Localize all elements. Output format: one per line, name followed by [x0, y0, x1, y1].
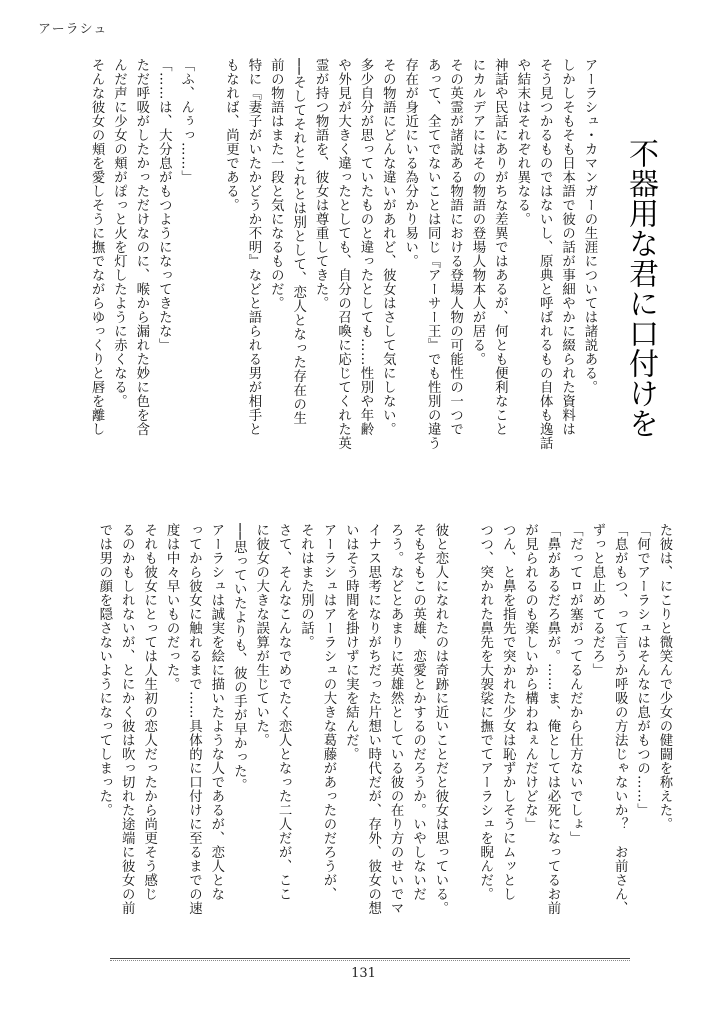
page-number: 131 — [351, 966, 376, 981]
text-line: ──思っていたよりも、彼の手が早かった。 — [231, 523, 247, 793]
text-line: では男の顔を隠さないようになってしまった。 — [96, 523, 112, 817]
text-line: 「……は、大分息がもつようになってきたな」 — [156, 58, 172, 352]
text-line: ろう。などとあまりに英雄然としている彼の在り方のせいでマ — [388, 523, 404, 915]
text-line: いはそう時間を掛けずに実を結んだ。 — [343, 523, 359, 761]
text-line: ──そしてそれとこれとは別として、恋人となった存在の生 — [290, 58, 306, 426]
text-line: んだ声に少女の頬がぽっと火を灯したように赤くなる。 — [111, 58, 127, 408]
text-line: 特に『妻子がいたかどうか不明』などと語られる男が相手と — [245, 58, 261, 436]
text-line: 霊が持つ物語を、彼女は尊重してきた。 — [313, 58, 329, 310]
text-line: それはまた別の話。 — [298, 523, 314, 649]
text-line: が見られるのも楽しいから構わねぇんだけどな」 — [522, 523, 538, 831]
text-line: 「息がもつ、って言うか呼吸の方法じゃないか？ お前さん、 — [612, 523, 628, 915]
text-line: に彼女の大きな誤算が生じていた。 — [253, 523, 269, 747]
text-line: 存在が身近にいる為分かり易い。 — [402, 58, 418, 268]
text-line: イナス思考になりがちだった片想い時代だが、存外、彼女の想 — [365, 523, 381, 915]
footer-dotted-rule — [110, 960, 630, 961]
text-line: るのかもしれないが、とにかく彼は吹っ切れた途端に彼女の前 — [119, 523, 135, 915]
text-line: その英霊が諸説ある物語における登場人物の可能性の一つで — [447, 58, 463, 436]
text-line: しかしそもそも日本語で彼の話が事細やかに綴られた資料は — [559, 58, 575, 436]
text-line: あって、全てでないことは同じ『アーサー王』でも性別の違う — [425, 58, 441, 450]
text-line: そもそもこの英雄、恋愛とかするのだろうか。いやしないだ — [410, 523, 426, 901]
text-line: 度は中々早いものだった。 — [164, 523, 180, 691]
text-line: ただ呼吸がしたかっただけなのに、喉から漏れた妙に色を含 — [133, 58, 149, 436]
text-line: 「だってロが塞がってるんだから仕方ないでしょ」 — [567, 523, 583, 845]
text-line: つつ、突かれた鼻先を大袈裟に撫でてアーラシュを睨んだ。 — [477, 523, 493, 901]
text-line: もなれば、尚更である。 — [223, 58, 239, 212]
text-line: アーラシュは誠実を絵に描いたような人であるが、恋人とな — [208, 523, 224, 901]
text-line: 多少自分が思っていたものと違ったとしても……性別や年齢 — [357, 58, 373, 436]
text-line: 神話や民話にありがちな差異ではあるが、何とも便利なこと — [492, 58, 508, 436]
text-line: 「何でアーラシュはそんなに息がもつの……」 — [634, 523, 650, 817]
lower-text-block — [55, 523, 675, 953]
text-line: アーラシュ・カマンガーの生涯については諸説ある。 — [582, 58, 597, 394]
running-header: アーラシュ — [38, 22, 108, 37]
text-line: そんな彼女の頬を愛しそうに撫でながらゆっくりと唇を離し — [89, 58, 105, 436]
text-line: や外見が大きく違ったとしても、自分の召喚に応じてくれた英 — [335, 58, 351, 450]
text-line: それも彼女にとっては人生初の恋人だったから尚更そう感じ — [141, 523, 157, 901]
text-line: ずっと息止めてるだろ」 — [589, 523, 605, 677]
text-line: アーラシュはアーラシュの大きな葛藤があったのだろうが、 — [320, 523, 336, 901]
story-title: 不器用な君に口付けを — [623, 138, 658, 438]
text-line: その物語にどんな違いがあれど、彼女はさして気にしない。 — [380, 58, 396, 436]
text-line — [451, 523, 473, 953]
text-line: そう見つかるものではないし、原典と呼ばれるもの自体も逸話 — [537, 58, 553, 450]
text-line: 彼と恋人になれたのは奇跡に近いことだと彼女は思っている。 — [432, 523, 448, 915]
text-line: や結末はそれぞれ異なる。 — [514, 58, 530, 226]
text-line: にカルデアにはその物語の登場人物本人が居る。 — [469, 58, 485, 366]
text-line: 「ふ、んぅっ……」 — [178, 58, 194, 184]
text-line: つん、と鼻を指先で突かれた少女は恥ずかしそうにムッとし — [500, 523, 516, 901]
footer-rule — [110, 958, 630, 959]
text-line: さて、そんなこんなでめでたく恋人となった二人だが、ここ — [276, 523, 292, 901]
upper-text-block — [55, 58, 600, 498]
text-line — [197, 58, 219, 498]
text-line: ってから彼女に触れるまで……具体的に口付けに至るまでの速 — [186, 523, 202, 915]
text-line: た彼は、にこりと微笑んで少女の健闘を称えた。 — [657, 523, 672, 831]
text-line: 「鼻があるだろ鼻が。……ま、俺としては必死になってるお前 — [544, 523, 560, 915]
text-line: 前の物語はまた一段と気になるものだ。 — [268, 58, 284, 310]
